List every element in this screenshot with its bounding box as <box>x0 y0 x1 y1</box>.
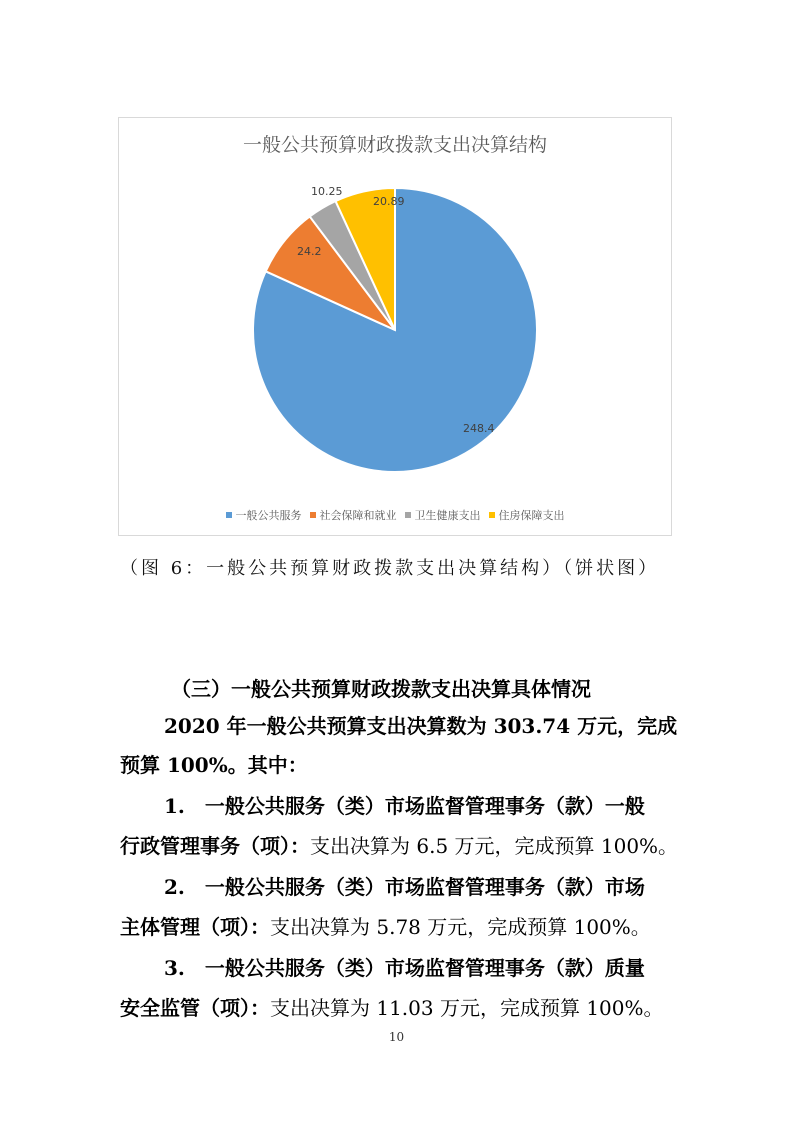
legend-label: 社会保障和就业 <box>319 509 397 522</box>
section-heading: （三）一般公共预算财政拨款支出决算具体情况 <box>171 677 591 701</box>
item-3-line-2 <box>120 992 664 1024</box>
data-label-3: 10.25 <box>311 185 343 198</box>
item-3-line-1: 3. 一般公共服务（类）市场监督管理事务（款）质量 <box>164 956 645 980</box>
legend-item-3 <box>405 507 481 523</box>
item-3-text: 支出决算为 11.03 万元，完成预算 100%。 <box>270 996 664 1020</box>
legend-item-1 <box>226 507 302 523</box>
item-1-line-2 <box>120 830 678 862</box>
figure-caption: （图 6：一般公共预算财政拨款支出决算结构）（饼状图） <box>120 558 660 579</box>
legend-label: 卫生健康支出 <box>414 509 481 522</box>
pie-chart-svg <box>119 118 671 535</box>
legend-swatch <box>226 512 232 518</box>
chart-legend <box>119 507 671 523</box>
data-label-2: 24.2 <box>297 245 322 258</box>
page-number: 10 <box>388 1030 405 1044</box>
legend-swatch <box>405 512 411 518</box>
data-label-1: 248.4 <box>463 422 495 435</box>
chart-title: 一般公共预算财政拨款支出决算结构 <box>242 134 547 156</box>
data-label-4: 20.89 <box>373 195 405 208</box>
item-1-line-1: 1. 一般公共服务（类）市场监督管理事务（款）一般 <box>164 794 645 818</box>
item-2-text: 支出决算为 5.78 万元，完成预算 100%。 <box>270 915 651 939</box>
legend-item-2 <box>310 507 397 523</box>
summary-line-1: 2020 年一般公共预算支出决算数为 303.74 万元，完成 <box>164 714 678 738</box>
legend-label: 住房保障支出 <box>498 509 565 522</box>
legend-swatch <box>310 512 316 518</box>
pie-chart <box>118 117 672 536</box>
item-2-line-1: 2. 一般公共服务（类）市场监督管理事务（款）市场 <box>164 875 645 899</box>
item-2-line-2 <box>120 911 651 943</box>
item-3-label: 安全监管（项）： <box>120 996 270 1020</box>
item-1-text: 支出决算为 6.5 万元，完成预算 100%。 <box>310 834 679 858</box>
legend-label: 一般公共服务 <box>235 509 302 522</box>
item-1-label: 行政管理事务（项）： <box>120 834 310 858</box>
item-2-label: 主体管理（项）： <box>120 915 270 939</box>
legend-swatch <box>489 512 495 518</box>
summary-line-2: 预算 100%。其中： <box>120 753 308 777</box>
legend-item-4 <box>489 507 565 523</box>
